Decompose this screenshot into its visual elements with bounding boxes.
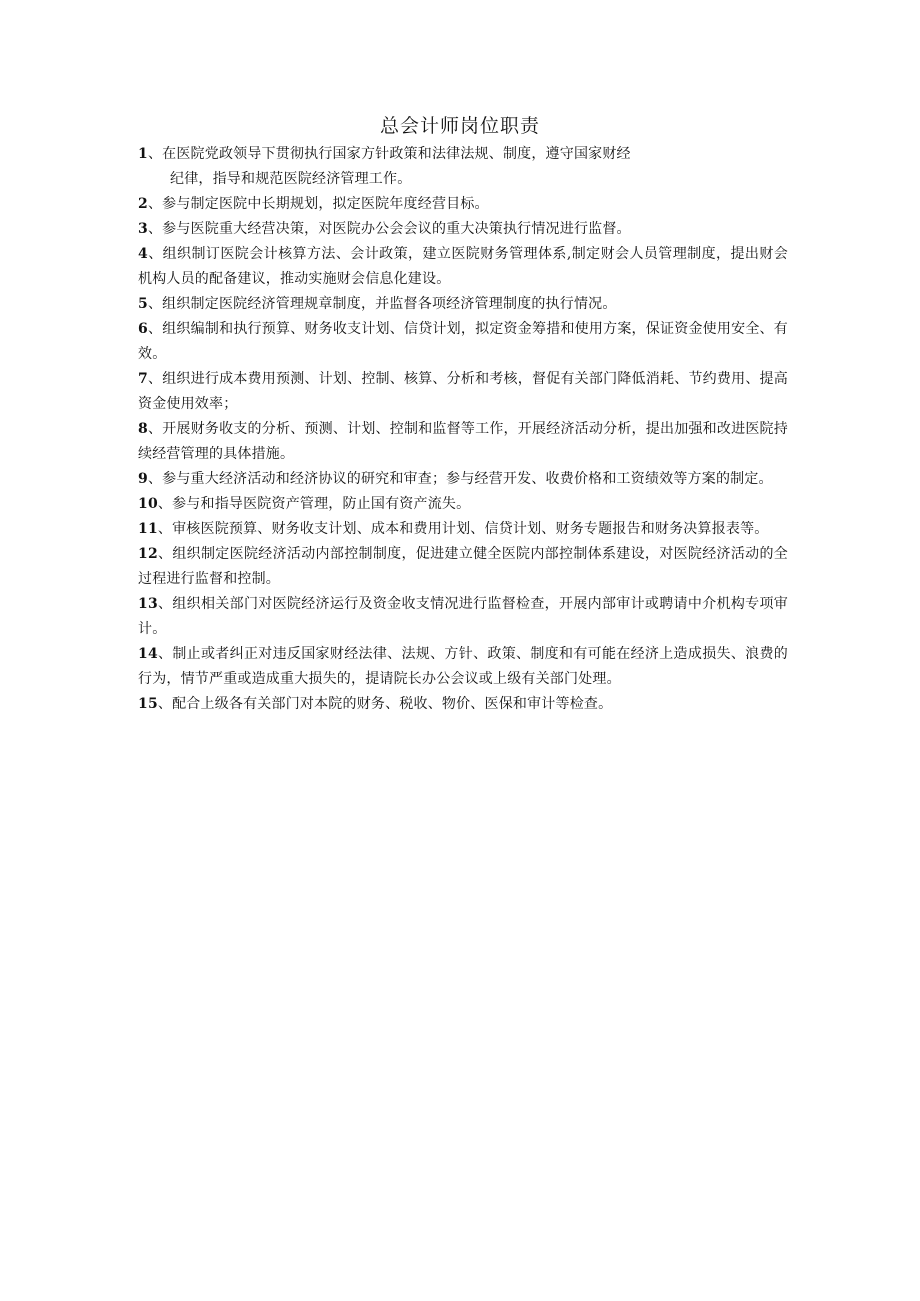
duty-separator: 、 — [147, 146, 163, 162]
document-title: 总会计师岗位职责 — [379, 115, 540, 137]
duty-separator: 、 — [157, 496, 173, 512]
duty-separator: 、 — [147, 371, 163, 387]
duty-item-3 — [138, 217, 788, 242]
duty-separator: 、 — [157, 521, 173, 537]
duty-text: 参与制定医院中长期规划，拟定医院年度经营目标。 — [162, 196, 489, 212]
duty-text-continuation: 纪律，指导和规范医院经济管理工作。 — [170, 171, 412, 187]
duty-number: 13 — [138, 596, 158, 612]
duty-number: 4 — [138, 246, 148, 262]
duty-number: 2 — [138, 196, 148, 212]
duty-item-8 — [138, 417, 788, 467]
duty-list — [138, 142, 788, 717]
duty-item-15 — [138, 692, 788, 717]
duty-separator: 、 — [147, 471, 163, 487]
duty-item-12 — [138, 542, 788, 592]
duty-number: 3 — [138, 221, 148, 237]
duty-number: 6 — [138, 321, 148, 337]
duty-text: 配合上级各有关部门对本院的财务、税收、物价、医保和审计等检查。 — [172, 696, 613, 712]
duty-item-4 — [138, 242, 788, 292]
duty-item-5 — [138, 292, 788, 317]
duty-number: 1 — [138, 146, 148, 162]
duty-number: 7 — [138, 371, 148, 387]
duty-item-14 — [138, 642, 788, 692]
duty-separator: 、 — [147, 246, 163, 262]
duty-text: 组织制定医院经济活动内部控制制度，促进建立健全医院内部控制体系建设，对医院经济活动的全过程进行监督和控制。 — [138, 546, 788, 587]
duty-number: 14 — [138, 646, 158, 662]
duty-item-10 — [138, 492, 788, 517]
duty-number: 5 — [138, 296, 148, 312]
duty-item-13 — [138, 592, 788, 642]
duty-text: 审核医院预算、财务收支计划、成本和费用计划、信贷计划、财务专题报告和财务决算报表等。 — [172, 521, 769, 537]
duty-item-9 — [138, 467, 788, 492]
duty-text: 组织进行成本费用预测、计划、控制、核算、分析和考核，督促有关部门降低消耗、节约费用、提高资金使用效率； — [138, 371, 788, 412]
duty-number: 12 — [138, 546, 158, 562]
duty-text: 制止或者纠正对违反国家财经法律、法规、方针、政策、制度和有可能在经济上造成损失、浪费的行为，情节严重或造成重大损失的，提请院长办公会议或上级有关部门处理。 — [138, 646, 788, 687]
duty-number: 9 — [138, 471, 148, 487]
duty-separator: 、 — [147, 221, 163, 237]
duty-text: 组织制定医院经济管理规章制度，并监督各项经济管理制度的执行情况。 — [162, 296, 617, 312]
duty-text: 参与医院重大经营决策，对医院办公会会议的重大决策执行情况进行监督。 — [162, 221, 631, 237]
duty-number: 11 — [138, 521, 158, 537]
duty-text: 组织制订医院会计核算方法、会计政策，建立医院财务管理体系,制定财会人员管理制度，提出财会机构人员的配备建议，推动实施财会信息化建设。 — [138, 246, 788, 287]
duty-separator: 、 — [157, 546, 173, 562]
duty-text: 开展财务收支的分析、预测、计划、控制和监督等工作，开展经济活动分析，提出加强和改进医院持续经营管理的具体措施。 — [138, 421, 788, 462]
duty-item-1 — [138, 142, 698, 192]
duty-separator: 、 — [147, 421, 163, 437]
duty-item-11 — [138, 517, 788, 542]
duty-item-7 — [138, 367, 788, 417]
duty-number: 10 — [138, 496, 158, 512]
duty-text: 在医院党政领导下贯彻执行国家方针政策和法律法规、制度，遵守国家财经 — [162, 146, 631, 162]
duty-separator: 、 — [147, 321, 163, 337]
duty-separator: 、 — [157, 646, 173, 662]
duty-text: 组织编制和执行预算、财务收支计划、信贷计划，拟定资金筹措和使用方案，保证资金使用安全、有效。 — [138, 321, 788, 362]
duty-separator: 、 — [157, 596, 173, 612]
duty-text: 参与重大经济活动和经济协议的研究和审查；参与经营开发、收费价格和工资绩效等方案的制定。 — [162, 471, 773, 487]
duty-item-2 — [138, 192, 788, 217]
duty-separator: 、 — [147, 296, 163, 312]
duty-separator: 、 — [147, 196, 163, 212]
duty-item-6 — [138, 317, 788, 367]
duty-text: 参与和指导医院资产管理，防止国有资产流失。 — [172, 496, 471, 512]
duty-number: 15 — [138, 696, 158, 712]
duty-text: 组织相关部门对医院经济运行及资金收支情况进行监督检查，开展内部审计或聘请中介机构专项审计。 — [138, 596, 788, 637]
duty-separator: 、 — [157, 696, 173, 712]
duty-number: 8 — [138, 421, 148, 437]
